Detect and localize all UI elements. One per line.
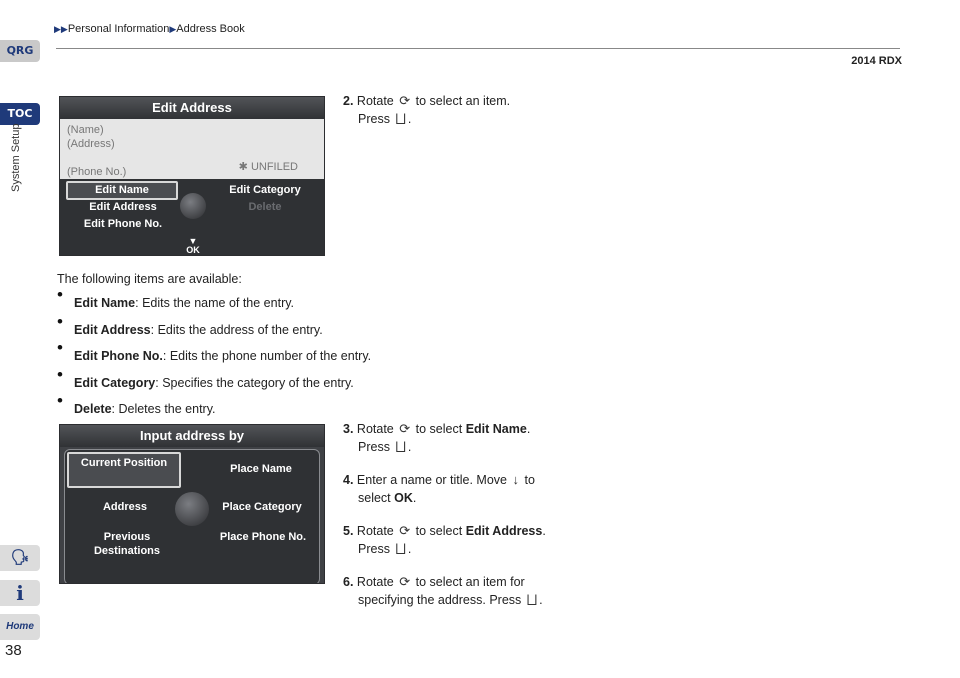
toc-tab[interactable]: TOC — [0, 103, 40, 125]
category-unfiled — [239, 160, 298, 174]
step-text: Rotate — [356, 575, 394, 589]
edit-name-button[interactable]: Edit Name — [66, 181, 178, 200]
page-number: 38 — [5, 642, 22, 659]
step-text: . — [526, 422, 531, 436]
list-item — [57, 370, 371, 397]
step-item: Edit Name — [465, 422, 527, 436]
edit-category-button[interactable]: Edit Category — [229, 184, 301, 196]
current-position-button[interactable]: Current Position — [67, 452, 181, 488]
step-5: 5. Rotate ⟳ to select Edit Address. Press ⨆ . — [343, 523, 546, 556]
item-desc: : Edits the phone number of the entry. — [162, 349, 372, 363]
step-number: 5. — [343, 524, 354, 538]
edit-address-screen — [59, 96, 325, 256]
breadcrumb-arrow-icon: ▶▶ — [54, 24, 68, 34]
name-placeholder: (Name) — [67, 124, 104, 136]
address-placeholder: (Address) — [67, 138, 115, 150]
address-button[interactable]: Address — [102, 501, 148, 513]
input-address-screen — [59, 424, 325, 584]
item-term: Edit Address — [74, 322, 151, 337]
item-desc: : Edits the name of the entry. — [135, 296, 295, 310]
interface-dial-rotate-icon: ⟳ — [399, 523, 411, 538]
item-desc: : Edits the address of the entry. — [150, 322, 323, 337]
step-number: 4. — [343, 473, 354, 487]
phone-placeholder: (Phone No.) — [67, 166, 127, 178]
list-item — [57, 317, 371, 344]
screen-title: Edit Address — [60, 97, 324, 119]
step-item: OK — [394, 491, 413, 505]
delete-button[interactable]: Delete — [248, 201, 282, 213]
step-2: 2. Rotate ⟳ to select an item. Press ⨆ . — [343, 93, 511, 126]
ok-button[interactable] — [182, 237, 204, 255]
interface-dial-rotate-icon: ⟳ — [399, 93, 411, 108]
breadcrumb-item-personal-information[interactable]: Personal Information — [67, 23, 170, 35]
place-category-button[interactable]: Place Category — [222, 501, 302, 513]
interface-dial-press-icon: ⨆ — [395, 439, 406, 454]
edit-menu — [60, 179, 324, 256]
step-text: . — [412, 491, 417, 505]
step-text: to select — [415, 524, 463, 538]
step-3: 3. Rotate ⟳ to select Edit Name. Press ⨆ . — [343, 421, 531, 454]
header-divider — [56, 48, 900, 49]
selector-knob-icon — [180, 193, 206, 219]
step-text: to select an item. — [415, 94, 511, 108]
info-icon[interactable]: i — [0, 580, 40, 606]
breadcrumb-arrow-icon: ▶ — [169, 24, 177, 34]
step-text: Rotate — [356, 524, 394, 538]
step-text: to — [524, 473, 535, 487]
items-intro: The following items are available: — [57, 272, 242, 286]
place-name-button[interactable]: Place Name — [230, 463, 292, 475]
item-term: Edit Category — [74, 375, 156, 390]
ok-label: OK — [186, 245, 200, 255]
section-label: System Setup — [10, 123, 22, 192]
voice-command-icon[interactable]: 🗣 — [0, 545, 40, 571]
item-term: Delete — [74, 402, 112, 416]
selector-knob-icon — [175, 492, 209, 526]
step-text: specifying the address. Press — [358, 593, 522, 607]
step-text: Press — [358, 112, 390, 126]
input-method-menu — [64, 449, 320, 584]
step-text: Rotate — [356, 422, 394, 436]
step-text: to select an item for — [415, 575, 525, 589]
step-text: Press — [358, 542, 390, 556]
breadcrumb-item-address-book[interactable]: Address Book — [176, 23, 245, 35]
step-item: Edit Address — [465, 524, 543, 538]
home-label: Home — [6, 621, 34, 632]
list-item — [57, 290, 371, 317]
step-text: . — [542, 524, 546, 538]
items-list — [57, 290, 371, 423]
step-text: to select — [415, 422, 463, 436]
edit-address-button[interactable]: Edit Address — [89, 201, 157, 213]
step-text: Enter a name or title. Move — [356, 473, 507, 487]
edit-phone-button[interactable]: Edit Phone No. — [83, 218, 163, 230]
qrg-tab[interactable]: QRG — [0, 40, 40, 62]
item-term: Edit Phone No. — [74, 349, 163, 363]
interface-dial-press-icon: ⨆ — [395, 111, 406, 126]
step-text: select — [358, 491, 391, 505]
step-number: 2. — [343, 94, 354, 108]
category-icon: ✱ — [238, 161, 248, 173]
place-phone-button[interactable]: Place Phone No. — [219, 531, 307, 543]
list-item — [57, 343, 371, 370]
entry-info-pane — [60, 119, 324, 179]
interface-dial-press-icon: ⨆ — [395, 541, 406, 556]
step-number: 6. — [343, 575, 354, 589]
breadcrumb — [54, 23, 245, 35]
item-desc: : Deletes the entry. — [111, 402, 216, 416]
down-arrow-icon: ▼ — [188, 236, 198, 246]
interface-dial-rotate-icon: ⟳ — [399, 574, 411, 589]
model-label: 2014 RDX — [851, 55, 902, 67]
category-value: UNFILED — [250, 161, 298, 173]
home-icon[interactable] — [0, 614, 40, 640]
step-4 — [343, 471, 535, 507]
interface-dial-rotate-icon: ⟳ — [399, 421, 411, 436]
item-term: Edit Name — [74, 296, 136, 310]
list-item — [57, 396, 371, 423]
step-text: Rotate — [356, 94, 394, 108]
previous-destinations-button[interactable]: Previous Destinations — [93, 531, 160, 557]
step-text: Press — [358, 440, 390, 454]
interface-dial-move-down-icon: ↓ — [512, 472, 519, 487]
step-number: 3. — [343, 422, 354, 436]
interface-dial-press-icon: ⨆ — [526, 592, 538, 607]
item-desc: : Specifies the category of the entry. — [155, 375, 354, 390]
step-6: 6. Rotate ⟳ to select an item for specifying the address. Press ⨆ . — [343, 574, 543, 607]
screen-title: Input address by — [60, 425, 324, 447]
